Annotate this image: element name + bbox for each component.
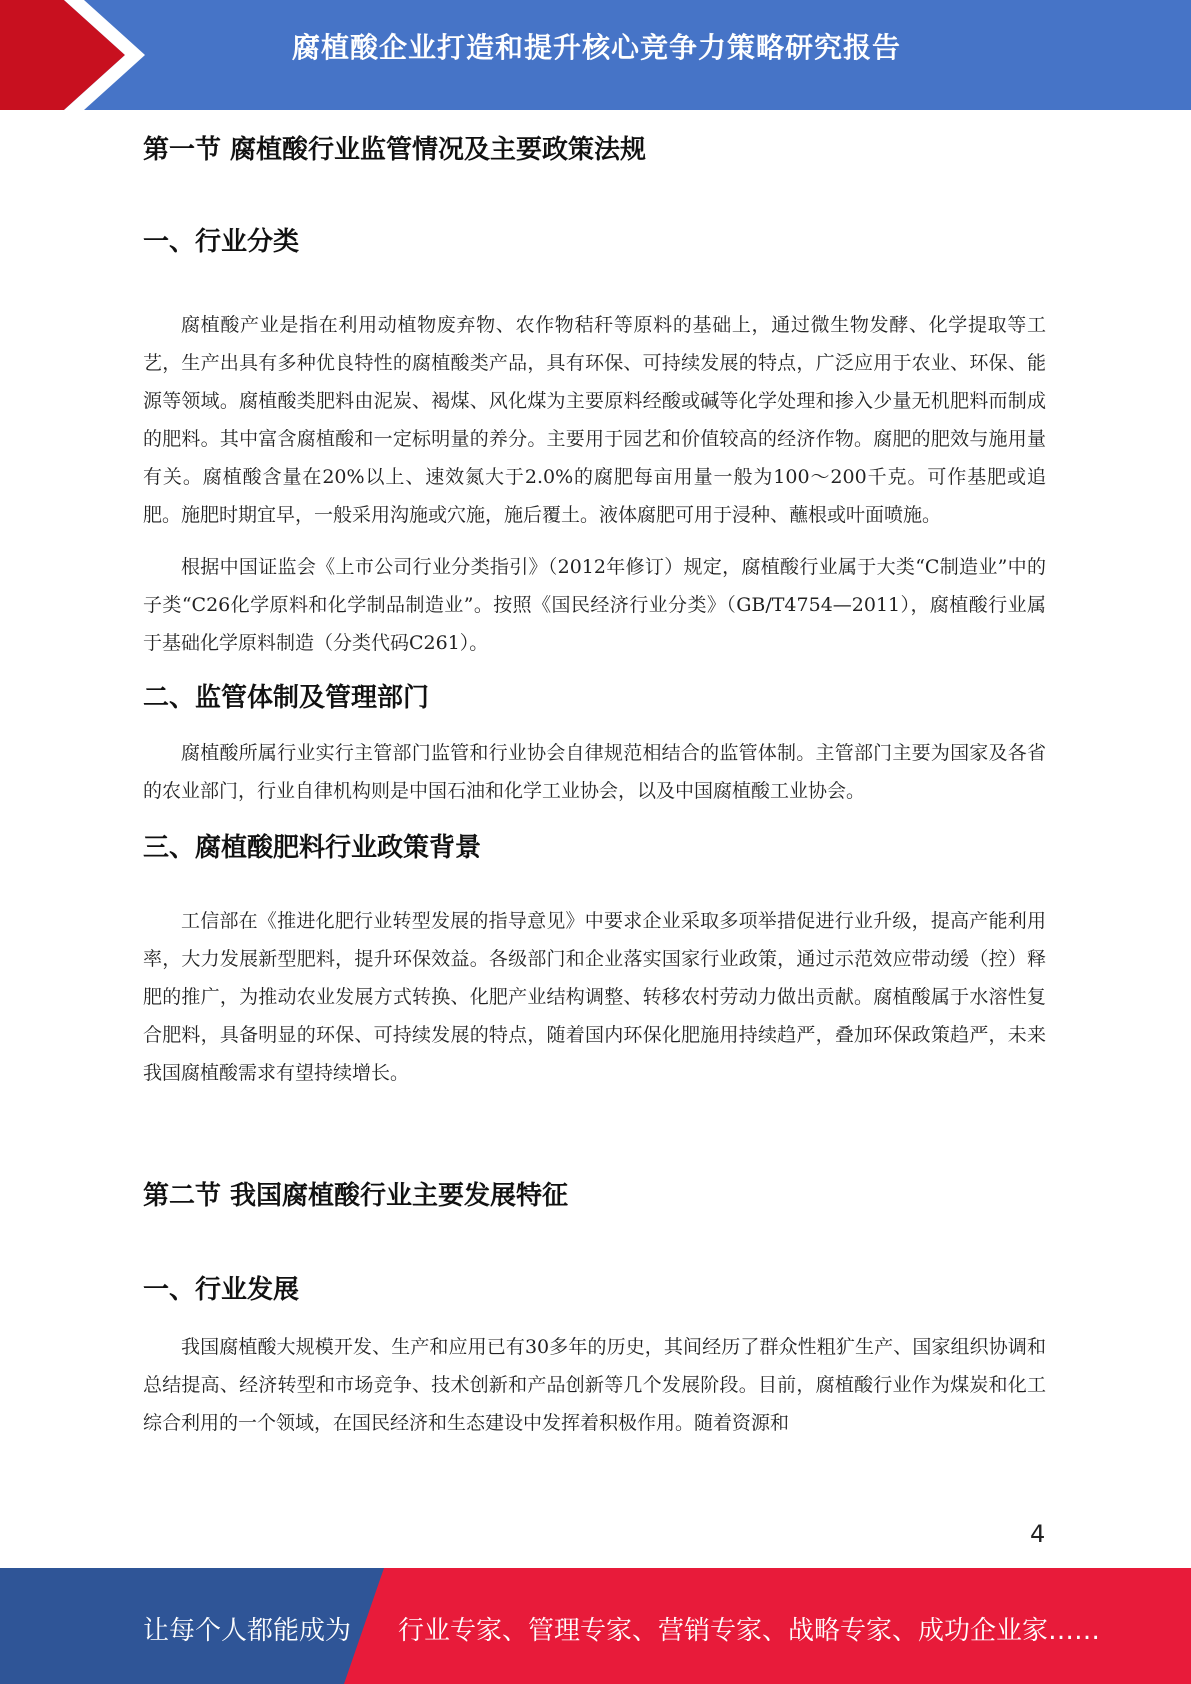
footer-slogan-left: 让每个人都能成为: [143, 1616, 352, 1646]
subsection-title: 一、行业分类: [143, 227, 300, 257]
subsection-title: 三、腐植酸肥料行业政策背景: [143, 833, 482, 863]
document-body: [143, 126, 1046, 1442]
header-title: 腐植酸企业打造和提升核心竞争力策略研究报告: [292, 31, 902, 64]
section-title: 第一节 腐植酸行业监管情况及主要政策法规: [143, 135, 647, 165]
paragraph: 工信部在《推进化肥行业转型发展的指导意见》中要求企业采取多项举措促进行业升级，提高产能利用率，大力发展新型肥料，提升环保效益。各级部门和企业落实国家行业政策，通过示范效应带动缓（控）释肥的推广，为推动农业发展方式转换、化肥产业结构调整、转移农村劳动力做出贡献。腐植酸属于水溶性复合肥料，具备明显的环保、可持续发展的特点，随着国内环保化肥施用持续趋严，叠加环保政策趋严，未来我国腐植酸需求有望持续增长。: [143, 910, 1046, 1084]
section-title: 第二节 我国腐植酸行业主要发展特征: [143, 1181, 569, 1211]
subsection-title: 一、行业发展: [143, 1275, 300, 1305]
page-number: 4: [1030, 1520, 1046, 1548]
page-header: [0, 0, 1191, 110]
footer-slogan-right: 行业专家、管理专家、营销专家、战略专家、成功企业家……: [398, 1616, 1101, 1646]
paragraph: 腐植酸所属行业实行主管部门监管和行业协会自律规范相结合的监管体制。主管部门主要为国家及各省的农业部门，行业自律机构则是中国石油和化学工业协会，以及中国腐植酸工业协会。: [143, 742, 1046, 802]
paragraph: 腐植酸产业是指在利用动植物废弃物、农作物秸秆等原料的基础上，通过微生物发酵、化学提取等工艺，生产出具有多种优良特性的腐植酸类产品，具有环保、可持续发展的特点，广泛应用于农业、环保、能源等领域。腐植酸类肥料由泥炭、褐煤、风化煤为主要原料经酸或碱等化学处理和掺入少量无机肥料而制成的肥料。其中富含腐植酸和一定标明量的养分。主要用于园艺和价值较高的经济作物。腐肥的肥效与施用量有关。腐植酸含量在20%以上、速效氮大于2.0%的腐肥每亩用量一般为100～200千克。可作基肥或追肥。施肥时期宜早，一般采用沟施或穴施，施后覆土。液体腐肥可用于浸种、蘸根或叶面喷施。: [143, 314, 1046, 526]
page-footer: [0, 1568, 1191, 1684]
subsection-title: 二、监管体制及管理部门: [143, 683, 430, 713]
paragraph: 我国腐植酸大规模开发、生产和应用已有30多年的历史，其间经历了群众性粗犷生产、国家组织协调和总结提高、经济转型和市场竞争、技术创新和产品创新等几个发展阶段。目前，腐植酸行业作为煤炭和化工综合利用的一个领域，在国民经济和生态建设中发挥着积极作用。随着资源和: [143, 1336, 1046, 1434]
paragraph: 根据中国证监会《上市公司行业分类指引》（2012年修订）规定，腐植酸行业属于大类“C制造业”中的子类“C26化学原料和化学制品制造业”。按照《国民经济行业分类》（GB/T4754—2011），腐植酸行业属于基础化学原料制造（分类代码C261）。: [143, 556, 1046, 654]
